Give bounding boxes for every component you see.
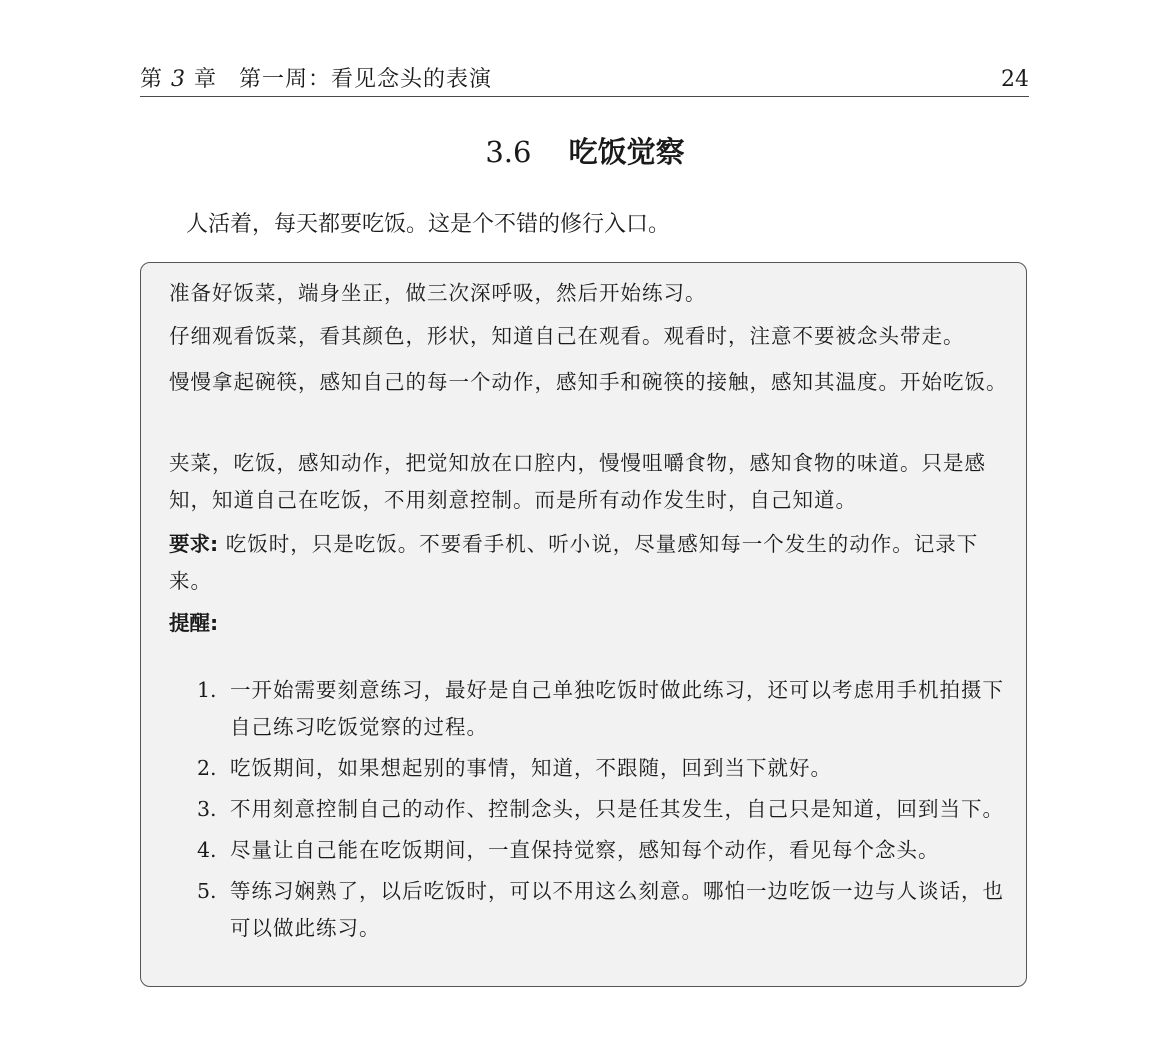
list-item-number: 5. [197,879,217,903]
chapter-prefix: 第 [140,67,164,92]
page-header [140,64,1029,97]
paragraph-pick-up: 慢慢拿起碗筷，感知自己的每一个动作，感知手和碗筷的接触，感知其温度。开始吃饭。 [169,370,1008,394]
list-item-number: 3. [197,797,217,821]
chapter-number: 3 [171,67,187,92]
list-item-number: 1. [197,678,217,702]
list-item [197,791,1009,828]
list-item-number: 4. [197,838,217,862]
requirement-label: 要求: [169,532,219,556]
list-item-text: 等练习娴熟了，以后吃饭时，可以不用这么刻意。哪怕一边吃饭一边与人谈话，也可以做此练习。 [230,879,1004,940]
list-item-text: 吃饭期间，如果想起别的事情，知道，不跟随，回到当下就好。 [230,756,832,780]
paragraph-observe: 仔细观看饭菜，看其颜色，形状，知道自己在观看。观看时，注意不要被念头带走。 [169,324,965,348]
exercise-box [140,262,1027,987]
list-item [197,832,1009,869]
section-title: 吃饭觉察 [568,135,685,169]
page-number: 24 [1001,67,1029,92]
paragraph-prepare: 准备好饭菜，端身坐正，做三次深呼吸，然后开始练习。 [169,281,707,305]
paragraph-eat: 夹菜，吃饭，感知动作，把觉知放在口腔内，慢慢咀嚼食物，感知食物的味道。只是感知，知道自己在吃饭，不用刻意控制。而是所有动作发生时，自己知道。 [169,451,986,512]
intro-paragraph: 人活着，每天都要吃饭。这是个不错的修行入口。 [186,212,671,237]
reminder-heading [169,605,1009,642]
list-item [197,750,1009,787]
section-heading [0,132,1158,172]
reminder-label: 提醒: [169,611,219,635]
section-number: 3.6 [485,135,532,169]
list-item-text: 尽量让自己能在吃饭期间，一直保持觉察，感知每个动作，看见每个念头。 [230,838,940,862]
list-item-number: 2. [197,756,217,780]
list-item-text: 不用刻意控制自己的动作、控制念头，只是任其发生，自己只是知道，回到当下。 [230,797,1004,821]
requirement-paragraph [169,526,1009,600]
chapter-title: 第一周：看见念头的表演 [239,67,493,92]
running-header-chapter [140,64,492,96]
list-item-text: 一开始需要刻意练习，最好是自己单独吃饭时做此练习，还可以考虑用手机拍摄下自己练习吃饭觉察的过程。 [230,678,1004,739]
requirement-text: 吃饭时，只是吃饭。不要看手机、听小说，尽量感知每一个发生的动作。记录下来。 [169,532,979,593]
list-item [197,873,1009,947]
list-item [197,672,1009,746]
chapter-suffix: 章 [194,67,218,92]
reminder-list [197,672,1009,951]
